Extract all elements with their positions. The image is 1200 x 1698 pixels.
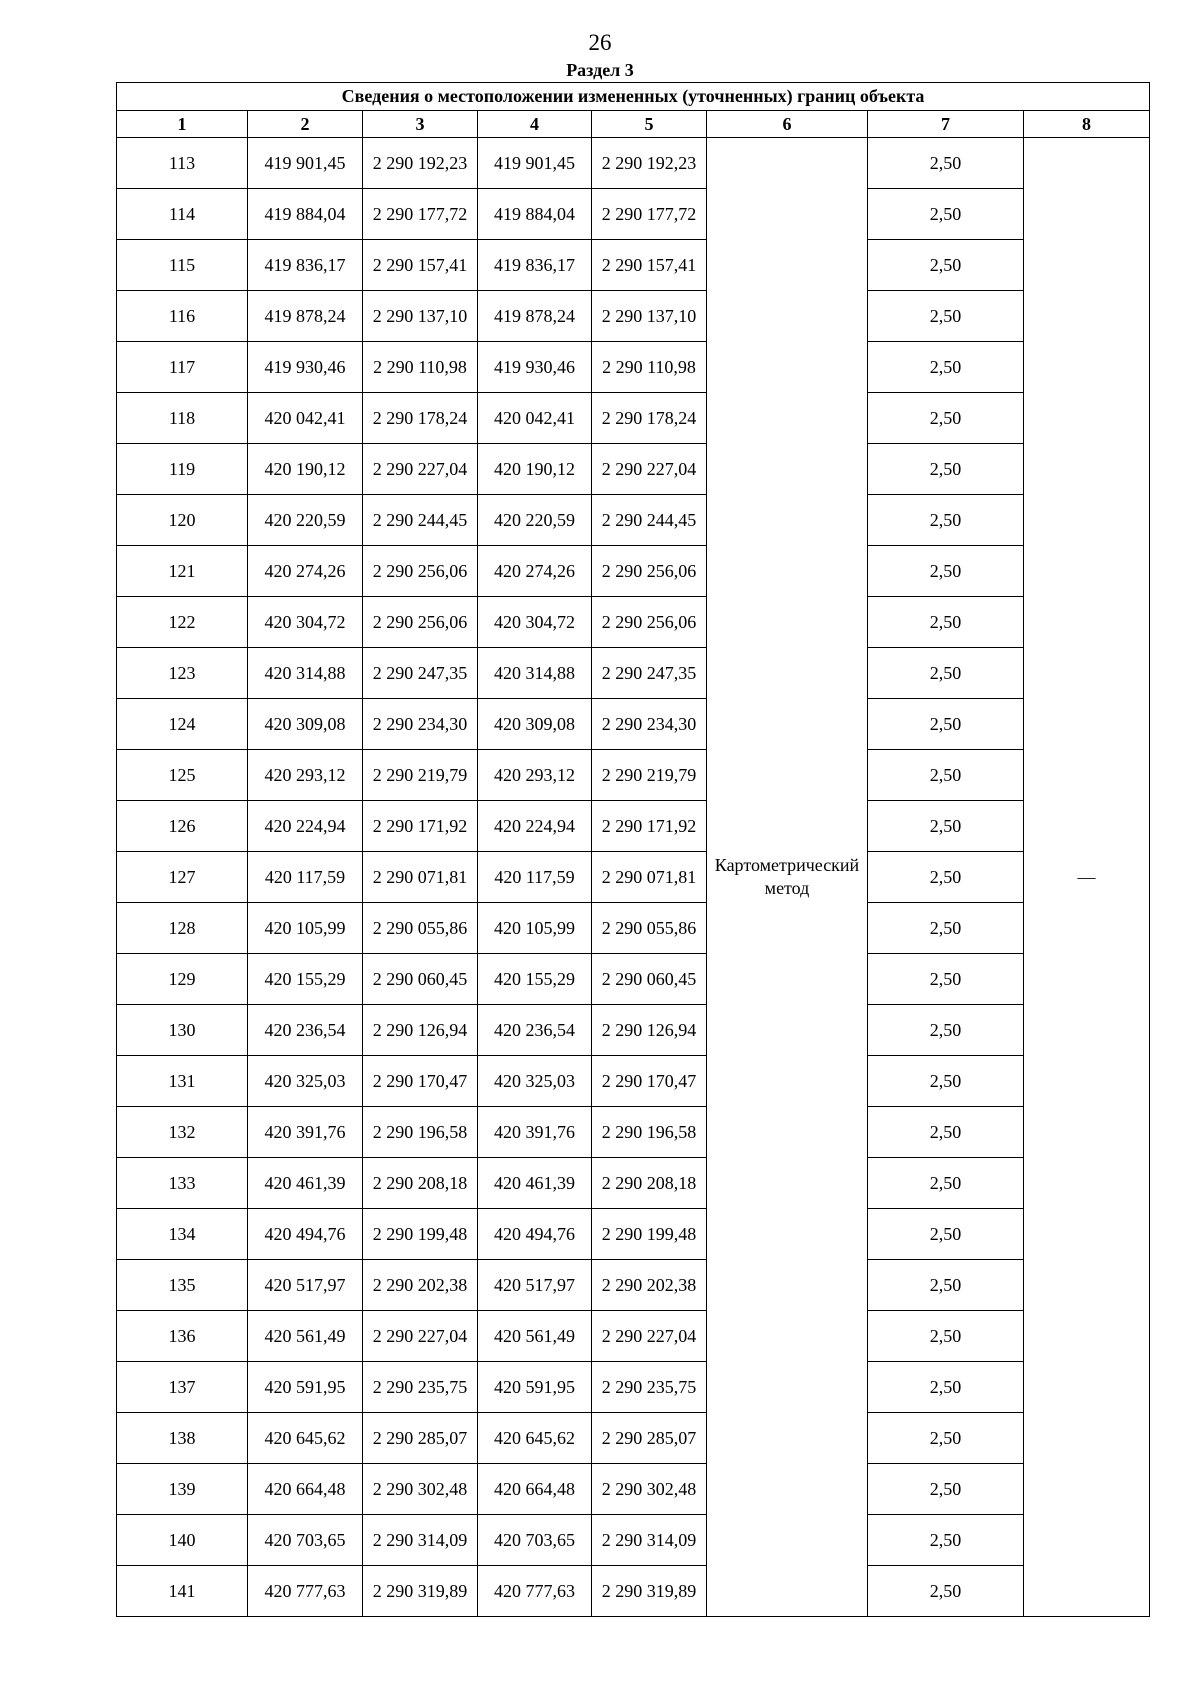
accuracy-cell: 2,50 <box>868 699 1024 750</box>
y-old-cell: 2 290 060,45 <box>363 954 478 1005</box>
point-number-cell: 116 <box>117 291 248 342</box>
accuracy-cell: 2,50 <box>868 1056 1024 1107</box>
table-row <box>117 699 1150 750</box>
point-number-cell: 117 <box>117 342 248 393</box>
point-number-cell: 141 <box>117 1566 248 1617</box>
point-number-cell: 120 <box>117 495 248 546</box>
x-old-cell: 420 703,65 <box>248 1515 363 1566</box>
y-old-cell: 2 290 227,04 <box>363 1311 478 1362</box>
point-number-cell: 118 <box>117 393 248 444</box>
x-old-cell: 420 293,12 <box>248 750 363 801</box>
x-old-cell: 420 117,59 <box>248 852 363 903</box>
x-new-cell: 420 391,76 <box>478 1107 592 1158</box>
accuracy-cell: 2,50 <box>868 1566 1024 1617</box>
x-old-cell: 420 461,39 <box>248 1158 363 1209</box>
table-row <box>117 903 1150 954</box>
x-new-cell: 419 878,24 <box>478 291 592 342</box>
accuracy-cell: 2,50 <box>868 1464 1024 1515</box>
y-old-cell: 2 290 235,75 <box>363 1362 478 1413</box>
accuracy-cell: 2,50 <box>868 750 1024 801</box>
table-row <box>117 138 1150 189</box>
point-number-cell: 129 <box>117 954 248 1005</box>
x-new-cell: 420 325,03 <box>478 1056 592 1107</box>
y-new-cell: 2 290 208,18 <box>592 1158 707 1209</box>
y-old-cell: 2 290 234,30 <box>363 699 478 750</box>
x-new-cell: 419 836,17 <box>478 240 592 291</box>
column-header: 8 <box>1024 111 1150 138</box>
y-old-cell: 2 290 256,06 <box>363 546 478 597</box>
x-new-cell: 420 461,39 <box>478 1158 592 1209</box>
x-new-cell: 420 224,94 <box>478 801 592 852</box>
point-number-cell: 135 <box>117 1260 248 1311</box>
x-old-cell: 420 325,03 <box>248 1056 363 1107</box>
accuracy-cell: 2,50 <box>868 648 1024 699</box>
accuracy-cell: 2,50 <box>868 1005 1024 1056</box>
y-new-cell: 2 290 244,45 <box>592 495 707 546</box>
accuracy-cell: 2,50 <box>868 189 1024 240</box>
y-old-cell: 2 290 177,72 <box>363 189 478 240</box>
y-old-cell: 2 290 157,41 <box>363 240 478 291</box>
table-row <box>117 1056 1150 1107</box>
accuracy-cell: 2,50 <box>868 1311 1024 1362</box>
x-old-cell: 420 314,88 <box>248 648 363 699</box>
point-number-cell: 131 <box>117 1056 248 1107</box>
x-old-cell: 420 517,97 <box>248 1260 363 1311</box>
x-old-cell: 420 155,29 <box>248 954 363 1005</box>
x-old-cell: 420 664,48 <box>248 1464 363 1515</box>
accuracy-cell: 2,50 <box>868 1158 1024 1209</box>
point-number-cell: 130 <box>117 1005 248 1056</box>
x-new-cell: 419 901,45 <box>478 138 592 189</box>
accuracy-cell: 2,50 <box>868 138 1024 189</box>
column-header: 6 <box>707 111 868 138</box>
y-new-cell: 2 290 227,04 <box>592 1311 707 1362</box>
table-row <box>117 1311 1150 1362</box>
y-new-cell: 2 290 199,48 <box>592 1209 707 1260</box>
table-row <box>117 648 1150 699</box>
x-old-cell: 420 591,95 <box>248 1362 363 1413</box>
x-new-cell: 420 236,54 <box>478 1005 592 1056</box>
accuracy-cell: 2,50 <box>868 291 1024 342</box>
x-old-cell: 420 190,12 <box>248 444 363 495</box>
y-old-cell: 2 290 126,94 <box>363 1005 478 1056</box>
x-new-cell: 420 517,97 <box>478 1260 592 1311</box>
y-new-cell: 2 290 285,07 <box>592 1413 707 1464</box>
x-new-cell: 420 105,99 <box>478 903 592 954</box>
y-new-cell: 2 290 227,04 <box>592 444 707 495</box>
x-old-cell: 419 930,46 <box>248 342 363 393</box>
table-row <box>117 495 1150 546</box>
point-number-cell: 115 <box>117 240 248 291</box>
y-new-cell: 2 290 137,10 <box>592 291 707 342</box>
x-old-cell: 420 224,94 <box>248 801 363 852</box>
y-old-cell: 2 290 178,24 <box>363 393 478 444</box>
x-new-cell: 420 494,76 <box>478 1209 592 1260</box>
y-new-cell: 2 290 126,94 <box>592 1005 707 1056</box>
table-row <box>117 546 1150 597</box>
table-row <box>117 1260 1150 1311</box>
column-header: 3 <box>363 111 478 138</box>
x-old-cell: 420 304,72 <box>248 597 363 648</box>
table-row <box>117 1413 1150 1464</box>
y-new-cell: 2 290 196,58 <box>592 1107 707 1158</box>
table-row <box>117 444 1150 495</box>
y-old-cell: 2 290 110,98 <box>363 342 478 393</box>
y-new-cell: 2 290 219,79 <box>592 750 707 801</box>
point-number-cell: 121 <box>117 546 248 597</box>
table-row <box>117 801 1150 852</box>
accuracy-cell: 2,50 <box>868 546 1024 597</box>
x-new-cell: 420 190,12 <box>478 444 592 495</box>
point-number-cell: 139 <box>117 1464 248 1515</box>
table-body <box>117 138 1150 1617</box>
point-number-cell: 133 <box>117 1158 248 1209</box>
x-new-cell: 420 042,41 <box>478 393 592 444</box>
column-header: 5 <box>592 111 707 138</box>
point-number-cell: 126 <box>117 801 248 852</box>
x-new-cell: 420 777,63 <box>478 1566 592 1617</box>
y-new-cell: 2 290 192,23 <box>592 138 707 189</box>
accuracy-cell: 2,50 <box>868 240 1024 291</box>
y-new-cell: 2 290 234,30 <box>592 699 707 750</box>
y-new-cell: 2 290 110,98 <box>592 342 707 393</box>
column-header: 2 <box>248 111 363 138</box>
y-old-cell: 2 290 302,48 <box>363 1464 478 1515</box>
table-row <box>117 1005 1150 1056</box>
y-old-cell: 2 290 208,18 <box>363 1158 478 1209</box>
table-row <box>117 1362 1150 1413</box>
x-new-cell: 419 884,04 <box>478 189 592 240</box>
y-new-cell: 2 290 256,06 <box>592 597 707 648</box>
point-number-cell: 114 <box>117 189 248 240</box>
y-old-cell: 2 290 202,38 <box>363 1260 478 1311</box>
x-new-cell: 420 314,88 <box>478 648 592 699</box>
y-old-cell: 2 290 137,10 <box>363 291 478 342</box>
point-number-cell: 140 <box>117 1515 248 1566</box>
y-new-cell: 2 290 247,35 <box>592 648 707 699</box>
accuracy-cell: 2,50 <box>868 444 1024 495</box>
accuracy-cell: 2,50 <box>868 1209 1024 1260</box>
y-new-cell: 2 290 171,92 <box>592 801 707 852</box>
x-old-cell: 420 274,26 <box>248 546 363 597</box>
y-old-cell: 2 290 227,04 <box>363 444 478 495</box>
y-new-cell: 2 290 314,09 <box>592 1515 707 1566</box>
y-old-cell: 2 290 171,92 <box>363 801 478 852</box>
x-old-cell: 420 494,76 <box>248 1209 363 1260</box>
x-new-cell: 419 930,46 <box>478 342 592 393</box>
accuracy-cell: 2,50 <box>868 1107 1024 1158</box>
table-row <box>117 1209 1150 1260</box>
table-row <box>117 393 1150 444</box>
y-old-cell: 2 290 055,86 <box>363 903 478 954</box>
x-old-cell: 420 309,08 <box>248 699 363 750</box>
point-number-cell: 137 <box>117 1362 248 1413</box>
table-row <box>117 852 1150 903</box>
x-old-cell: 420 042,41 <box>248 393 363 444</box>
accuracy-cell: 2,50 <box>868 597 1024 648</box>
y-old-cell: 2 290 192,23 <box>363 138 478 189</box>
point-number-cell: 124 <box>117 699 248 750</box>
x-old-cell: 420 391,76 <box>248 1107 363 1158</box>
x-old-cell: 419 884,04 <box>248 189 363 240</box>
y-old-cell: 2 290 285,07 <box>363 1413 478 1464</box>
y-old-cell: 2 290 071,81 <box>363 852 478 903</box>
table-row <box>117 291 1150 342</box>
point-number-cell: 122 <box>117 597 248 648</box>
point-number-cell: 132 <box>117 1107 248 1158</box>
table-row <box>117 342 1150 393</box>
x-new-cell: 420 117,59 <box>478 852 592 903</box>
point-number-cell: 136 <box>117 1311 248 1362</box>
table-row <box>117 954 1150 1005</box>
x-new-cell: 420 155,29 <box>478 954 592 1005</box>
x-old-cell: 420 777,63 <box>248 1566 363 1617</box>
table-caption: Сведения о местоположении измененных (уточненных) границ объекта <box>117 83 1150 111</box>
point-number-cell: 134 <box>117 1209 248 1260</box>
method-cell: Картометрический метод <box>707 138 868 1617</box>
y-new-cell: 2 290 177,72 <box>592 189 707 240</box>
y-new-cell: 2 290 202,38 <box>592 1260 707 1311</box>
accuracy-cell: 2,50 <box>868 393 1024 444</box>
table-row <box>117 597 1150 648</box>
x-new-cell: 420 703,65 <box>478 1515 592 1566</box>
y-old-cell: 2 290 256,06 <box>363 597 478 648</box>
y-old-cell: 2 290 170,47 <box>363 1056 478 1107</box>
y-old-cell: 2 290 247,35 <box>363 648 478 699</box>
point-number-cell: 138 <box>117 1413 248 1464</box>
x-new-cell: 420 304,72 <box>478 597 592 648</box>
table-row <box>117 1515 1150 1566</box>
point-number-cell: 125 <box>117 750 248 801</box>
y-new-cell: 2 290 178,24 <box>592 393 707 444</box>
section-title: Раздел 3 <box>566 60 634 80</box>
point-number-cell: 128 <box>117 903 248 954</box>
accuracy-cell: 2,50 <box>868 1413 1024 1464</box>
coordinates-table <box>116 82 1150 1617</box>
accuracy-cell: 2,50 <box>868 903 1024 954</box>
x-new-cell: 420 591,95 <box>478 1362 592 1413</box>
column-header: 4 <box>478 111 592 138</box>
y-new-cell: 2 290 157,41 <box>592 240 707 291</box>
x-new-cell: 420 220,59 <box>478 495 592 546</box>
accuracy-cell: 2,50 <box>868 495 1024 546</box>
y-old-cell: 2 290 314,09 <box>363 1515 478 1566</box>
point-number-cell: 123 <box>117 648 248 699</box>
point-number-cell: 113 <box>117 138 248 189</box>
x-old-cell: 420 220,59 <box>248 495 363 546</box>
y-old-cell: 2 290 319,89 <box>363 1566 478 1617</box>
page-number: 26 <box>588 30 612 55</box>
y-new-cell: 2 290 060,45 <box>592 954 707 1005</box>
x-new-cell: 420 274,26 <box>478 546 592 597</box>
y-new-cell: 2 290 071,81 <box>592 852 707 903</box>
accuracy-cell: 2,50 <box>868 1260 1024 1311</box>
table-row <box>117 1107 1150 1158</box>
x-new-cell: 420 309,08 <box>478 699 592 750</box>
accuracy-cell: 2,50 <box>868 1362 1024 1413</box>
column-header: 7 <box>868 111 1024 138</box>
y-new-cell: 2 290 235,75 <box>592 1362 707 1413</box>
y-old-cell: 2 290 196,58 <box>363 1107 478 1158</box>
accuracy-cell: 2,50 <box>868 801 1024 852</box>
table-row <box>117 240 1150 291</box>
table-row <box>117 1464 1150 1515</box>
y-old-cell: 2 290 244,45 <box>363 495 478 546</box>
y-new-cell: 2 290 256,06 <box>592 546 707 597</box>
y-old-cell: 2 290 219,79 <box>363 750 478 801</box>
x-old-cell: 419 836,17 <box>248 240 363 291</box>
x-new-cell: 420 664,48 <box>478 1464 592 1515</box>
table-row <box>117 750 1150 801</box>
x-old-cell: 420 105,99 <box>248 903 363 954</box>
point-number-cell: 127 <box>117 852 248 903</box>
x-new-cell: 420 645,62 <box>478 1413 592 1464</box>
x-new-cell: 420 293,12 <box>478 750 592 801</box>
point-number-cell: 119 <box>117 444 248 495</box>
accuracy-cell: 2,50 <box>868 954 1024 1005</box>
y-new-cell: 2 290 319,89 <box>592 1566 707 1617</box>
x-old-cell: 419 901,45 <box>248 138 363 189</box>
accuracy-cell: 2,50 <box>868 342 1024 393</box>
x-old-cell: 420 561,49 <box>248 1311 363 1362</box>
y-new-cell: 2 290 302,48 <box>592 1464 707 1515</box>
y-new-cell: 2 290 055,86 <box>592 903 707 954</box>
y-new-cell: 2 290 170,47 <box>592 1056 707 1107</box>
y-old-cell: 2 290 199,48 <box>363 1209 478 1260</box>
x-new-cell: 420 561,49 <box>478 1311 592 1362</box>
accuracy-cell: 2,50 <box>868 852 1024 903</box>
table-row <box>117 1566 1150 1617</box>
x-old-cell: 419 878,24 <box>248 291 363 342</box>
x-old-cell: 420 236,54 <box>248 1005 363 1056</box>
column8-cell: — <box>1024 138 1150 1617</box>
x-old-cell: 420 645,62 <box>248 1413 363 1464</box>
accuracy-cell: 2,50 <box>868 1515 1024 1566</box>
column-header: 1 <box>117 111 248 138</box>
table-row <box>117 189 1150 240</box>
table-row <box>117 1158 1150 1209</box>
